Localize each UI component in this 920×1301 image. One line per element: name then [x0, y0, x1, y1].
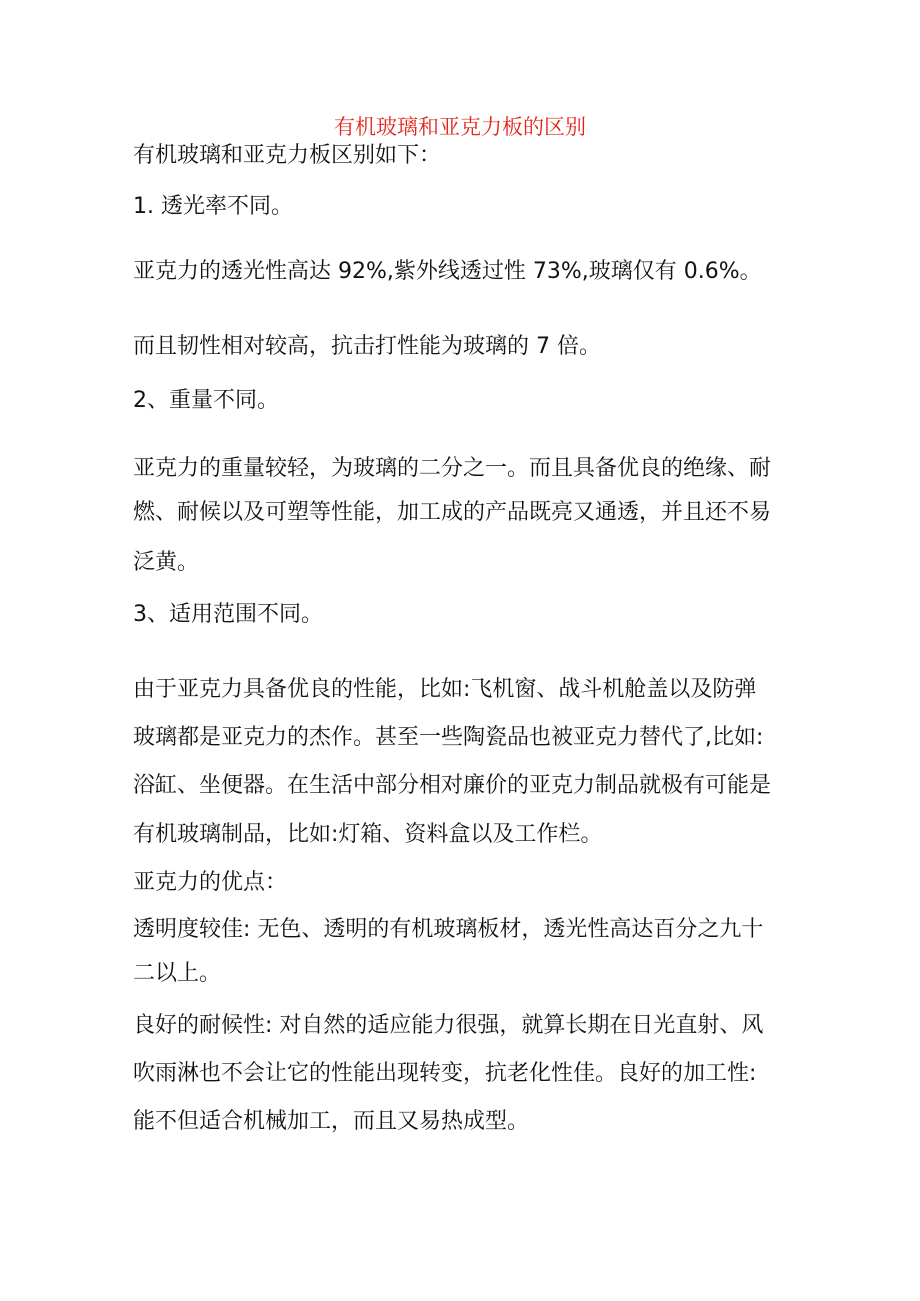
body-line: 1. 透光率不同。 [133, 194, 293, 219]
body-line: 由于亚克力具备优良的性能，比如:飞机窗、战斗机舱盖以及防弹 [133, 677, 757, 702]
body-line: 2、重量不同。 [133, 388, 279, 413]
body-line: 浴缸、坐便器。在生活中部分相对廉价的亚克力制品就极有可能是 [133, 773, 772, 798]
body-line: 燃、耐候以及可塑等性能，加工成的产品既亮又通透，并且还不易 [133, 500, 772, 525]
body-line: 有机玻璃制品，比如:灯箱、资料盒以及工作栏。 [133, 822, 603, 847]
body-line: 亚克力的优点： [133, 870, 288, 895]
body-line: 亚克力的透光性高达 92%,紫外线透过性 73%,玻璃仅有 0.6%。 [133, 259, 762, 284]
body-line: 二以上。 [133, 961, 222, 986]
body-line: 玻璃都是亚克力的杰作。甚至一些陶瓷品也被亚克力替代了,比如: [133, 725, 764, 750]
body-line: 透明度较佳: 无色、透明的有机玻璃板材，透光性高达百分之九十 [133, 917, 764, 942]
body-line: 能不但适合机械加工，而且又易热成型。 [133, 1109, 530, 1134]
body-line: 亚克力的重量较轻，为玻璃的二分之一。而且具备优良的绝缘、耐 [133, 456, 772, 481]
body-line: 泛黄。 [133, 550, 200, 575]
body-line: 吹雨淋也不会让它的性能出现转变，抗老化性佳。良好的加工性: [133, 1061, 757, 1086]
body-line: 3、适用范围不同。 [133, 602, 323, 627]
body-line: 良好的耐候性: 对自然的适应能力很强，就算长期在日光直射、风 [133, 1013, 764, 1038]
body-line: 而且韧性相对较高，抗击打性能为玻璃的 7 倍。 [133, 334, 601, 359]
body-line: 有机玻璃和亚克力板区别如下： [133, 143, 442, 168]
document-title: 有机玻璃和亚克力板的区别 [334, 115, 586, 139]
